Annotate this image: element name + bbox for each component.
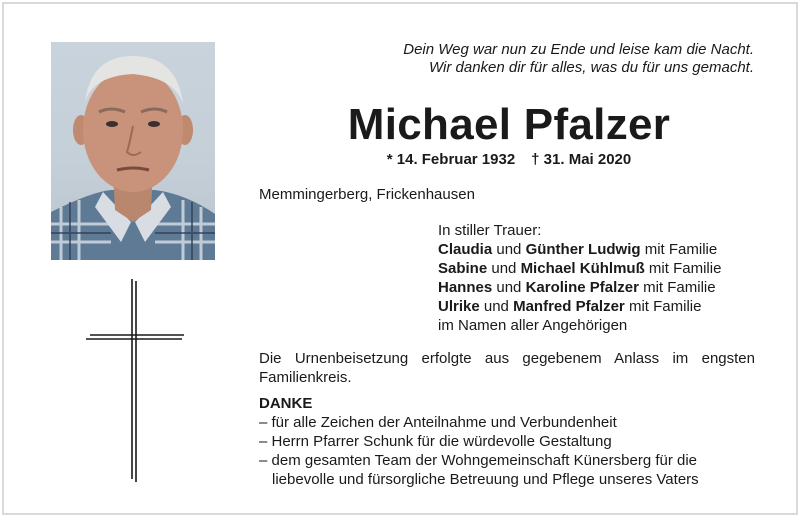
mourner-second: Manfred Pfalzer (513, 298, 625, 315)
mourner-suffix: mit Familie (640, 241, 718, 258)
burial-notice: Die Urnenbeisetzung erfolgte aus gegebenem Anlass im engsten Familienkreis. (259, 350, 755, 386)
mourner-suffix: mit Familie (644, 260, 722, 277)
death-date: † 31. Mai 2020 (531, 151, 632, 168)
mourner-first: Hannes (438, 279, 493, 296)
thanks-item-continuation: liebevolle und fürsorgliche Betreuung und Pflege unseres Vaters (272, 471, 699, 488)
portrait-illustration (51, 42, 215, 260)
mourner-first: Ulrike (438, 298, 480, 315)
mourner-conj: und (487, 260, 521, 277)
thanks-item: – für alle Zeichen der Anteilnahme und Verbundenheit (259, 414, 617, 431)
thanks-title: DANKE (259, 395, 313, 412)
mourner-suffix: mit Familie (638, 279, 716, 296)
mourners-intro: In stiller Trauer: (438, 222, 542, 239)
mourners-list (438, 221, 721, 335)
thanks-item: – dem gesamten Team der Wohngemeinschaft Künersberg für die (259, 452, 698, 469)
mourner-second: Michael Kühlmuß (520, 260, 645, 277)
mourner-second: Karoline Pfalzer (525, 279, 639, 296)
mourner-conj: und (492, 279, 526, 296)
mourner-row (438, 240, 721, 259)
mourner-suffix: mit Familie (624, 298, 702, 315)
portrait-photo (51, 42, 215, 260)
birth-date: * 14. Februar 1932 (386, 151, 516, 168)
mourner-conj: und (492, 241, 526, 258)
mourner-first: Claudia (438, 241, 493, 258)
obituary-notice (2, 2, 798, 515)
mourner-row (438, 259, 721, 278)
thanks-item: – Herrn Pfarrer Schunk für die würdevolle Gestaltung (259, 433, 612, 450)
poem-verse (334, 41, 754, 77)
cross-icon (82, 279, 192, 489)
mourner-second: Günther Ludwig (525, 241, 641, 258)
thanks-section (259, 394, 759, 489)
mourner-row (438, 297, 721, 316)
poem-line: Wir danken dir für alles, was du für uns gemacht. (428, 59, 754, 76)
mourners-closing: im Namen aller Angehörigen (438, 317, 628, 334)
mourner-row (438, 278, 721, 297)
location: Memmingerberg, Frickenhausen (259, 186, 475, 203)
poem-line: Dein Weg war nun zu Ende und leise kam die Nacht. (403, 41, 754, 58)
mourner-first: Sabine (438, 260, 488, 277)
life-dates (309, 150, 709, 170)
mourner-conj: und (479, 298, 514, 315)
deceased-name: Michael Pfalzer (347, 100, 671, 149)
